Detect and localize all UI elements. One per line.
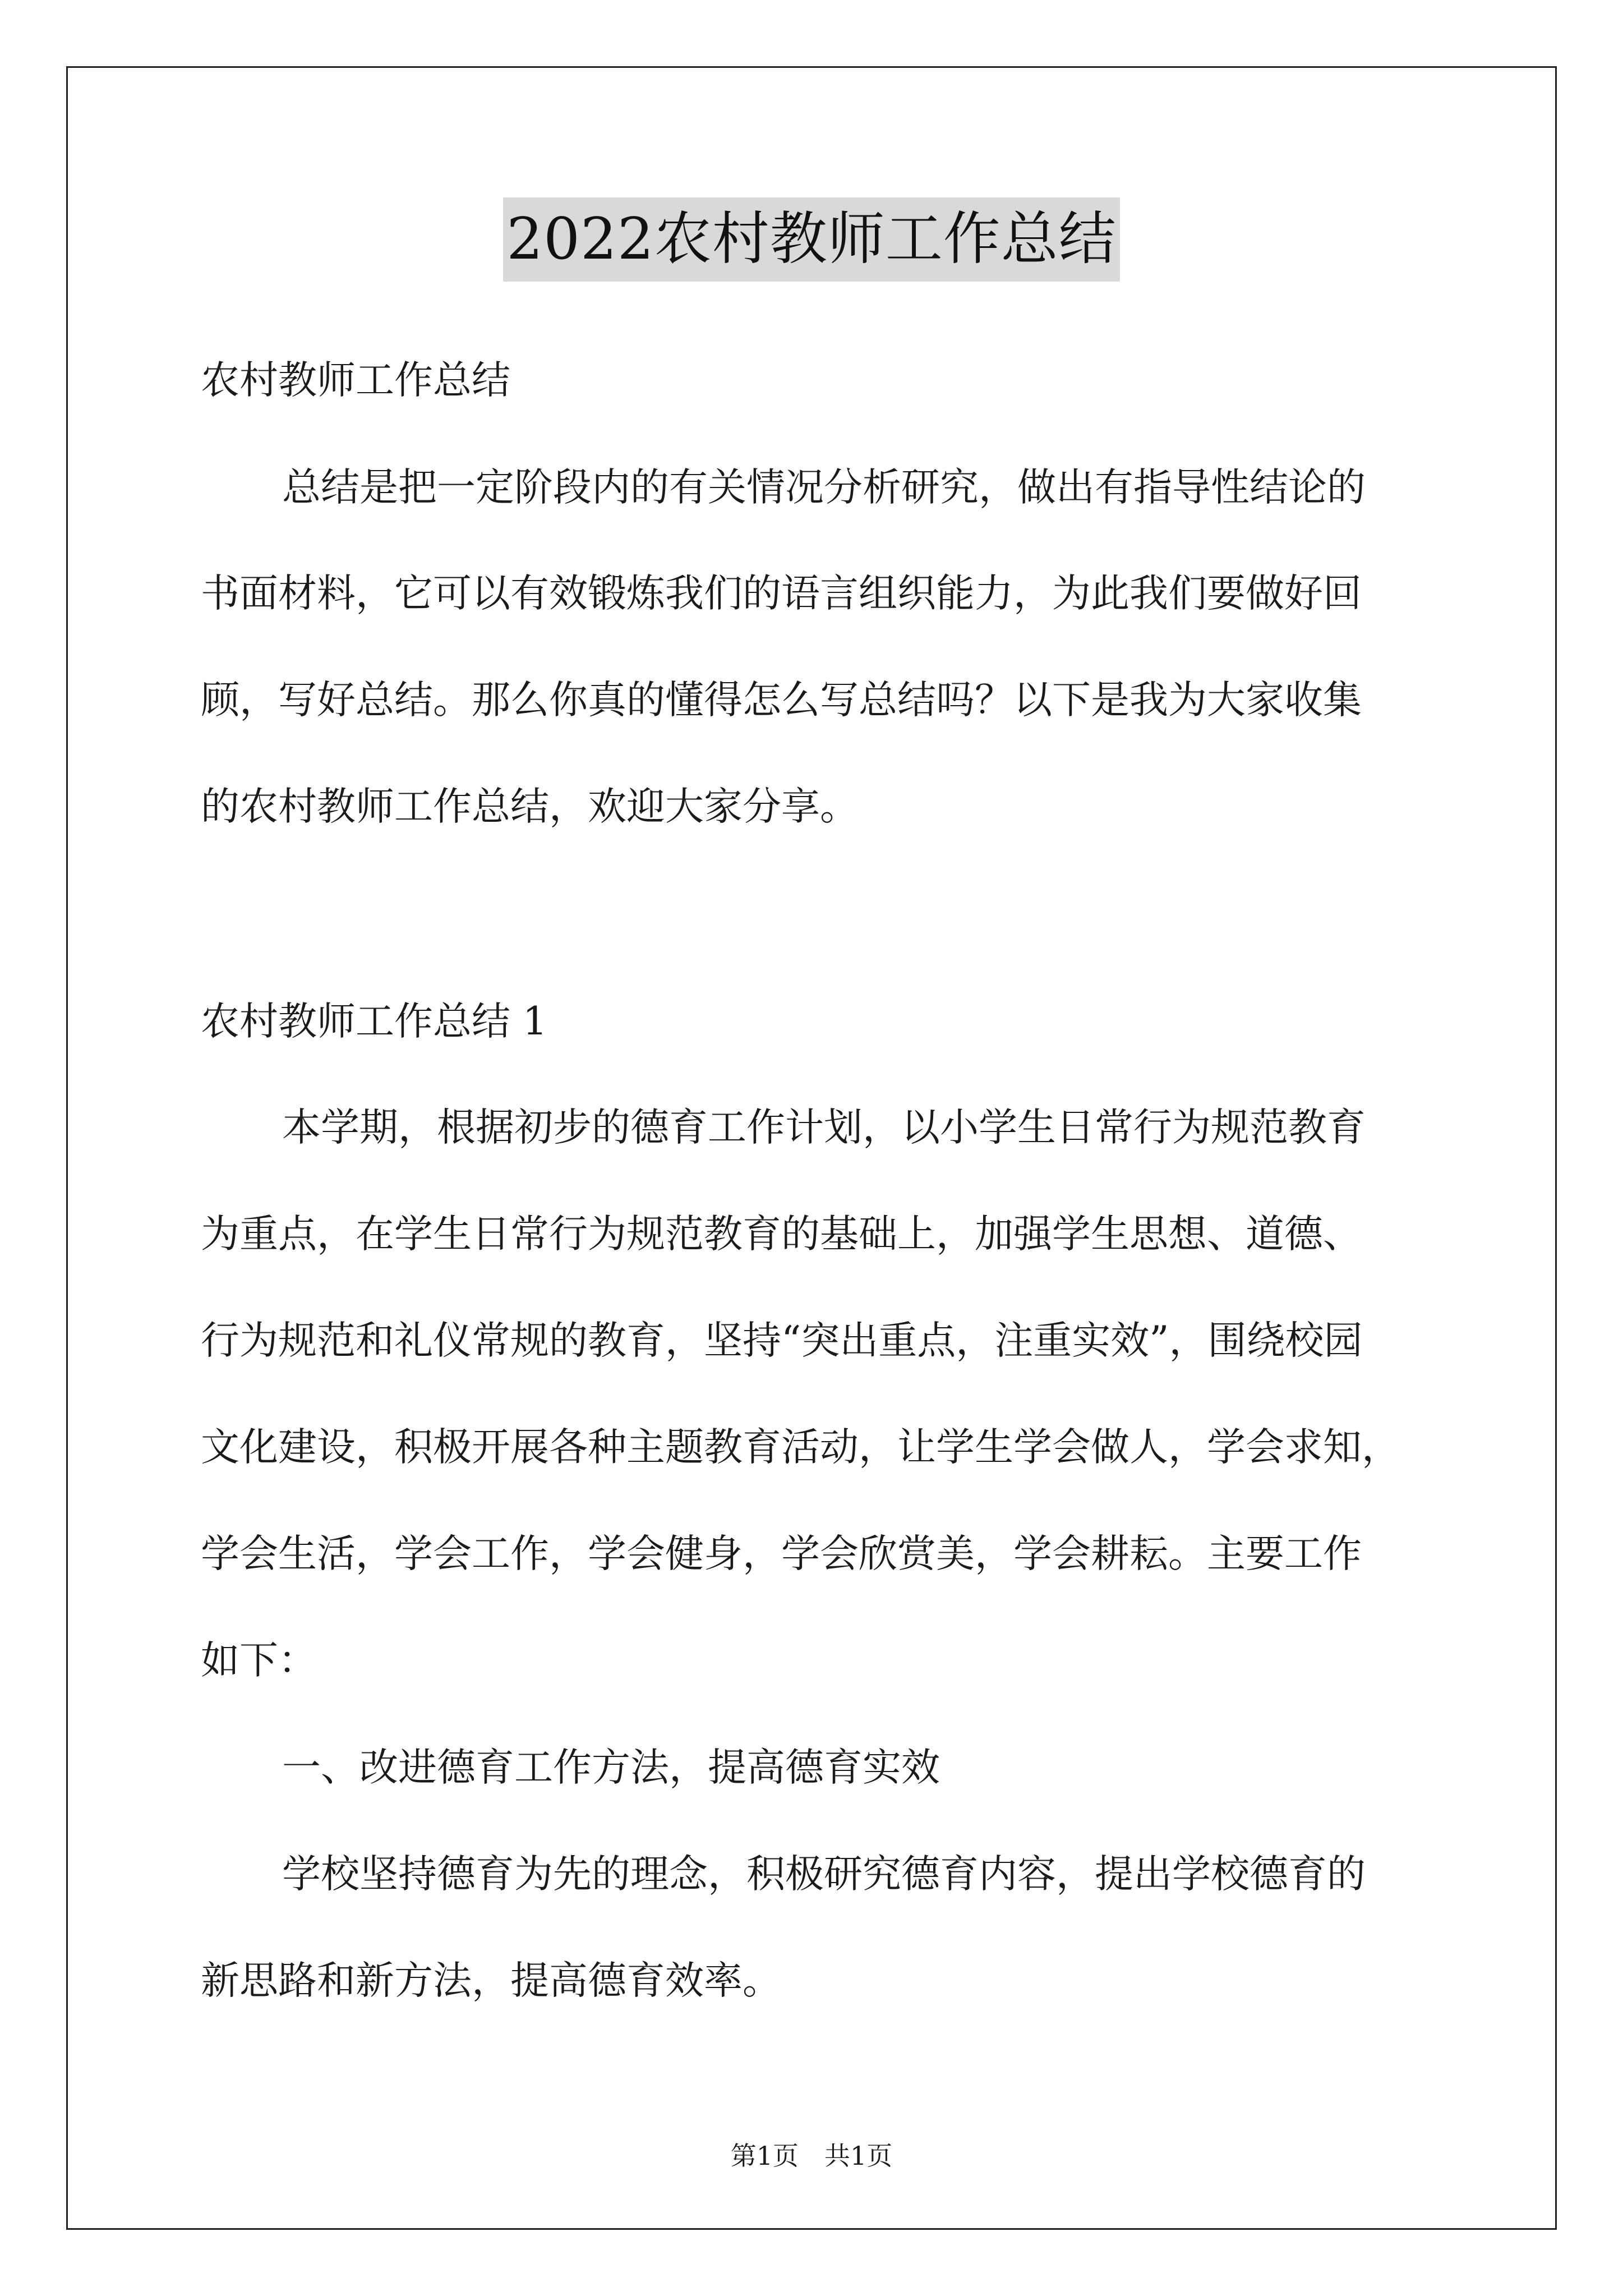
- subheading: 一、改进德育工作方法，提高德育实效: [282, 1745, 940, 1790]
- body-line-4: 文化建设，积极开展各种主题教育活动，让学生学会做人，学会求知，: [201, 1425, 1400, 1470]
- intro-line-4: 的农村教师工作总结，欢迎大家分享。: [201, 784, 859, 829]
- body-line-2: 为重点，在学生日常行为规范教育的基础上，加强学生思想、道德、: [201, 1212, 1362, 1257]
- page-footer: 第1页 共1页: [730, 2141, 893, 2171]
- intro-line-1: 总结是把一定阶段内的有关情况分析研究，做出有指导性结论的: [282, 465, 1366, 510]
- intro-line-2: 书面材料，它可以有效锻炼我们的语言组织能力，为此我们要做好回: [201, 571, 1362, 616]
- body-line-3: 行为规范和礼仪常规的教育，坚持“突出重点，注重实效”，围绕校园: [201, 1318, 1363, 1363]
- body-line-5: 学会生活，学会工作，学会健身，学会欣赏美，学会耕耘。主要工作: [201, 1531, 1362, 1576]
- document-subtitle: 农村教师工作总结: [201, 358, 510, 403]
- body2-line-2: 新思路和新方法，提高德育效率。: [201, 1958, 781, 2003]
- body-line-1: 本学期，根据初步的德育工作计划，以小学生日常行为规范教育: [282, 1105, 1366, 1150]
- body2-line-1: 学校坚持德育为先的理念，积极研究德育内容，提出学校德育的: [282, 1852, 1366, 1897]
- title-container: [0, 197, 1623, 282]
- section-heading: 农村教师工作总结 1: [201, 999, 547, 1044]
- body-line-6: 如下：: [201, 1638, 317, 1683]
- document-title: 2022农村教师工作总结: [503, 197, 1120, 282]
- intro-line-3: 顾，写好总结。那么你真的懂得怎么写总结吗？以下是我为大家收集: [201, 678, 1362, 723]
